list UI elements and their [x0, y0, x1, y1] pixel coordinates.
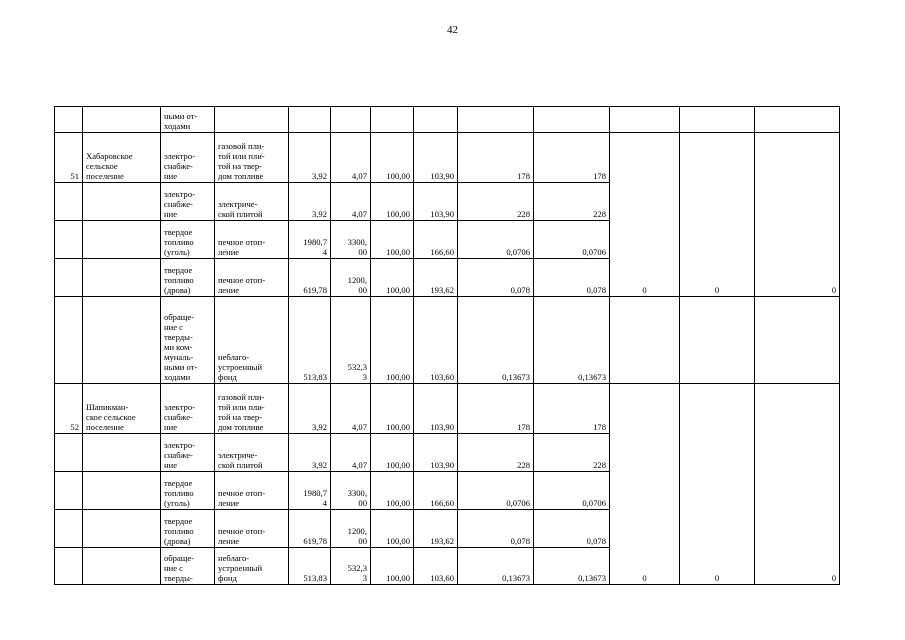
- value-cell: 1980,7 4: [303, 488, 327, 508]
- value-cell: 4,07: [351, 209, 367, 219]
- value-cell: 228: [593, 460, 606, 470]
- service-type: твердое топливо (уголь): [164, 227, 194, 257]
- service-type: ными от- ходами: [164, 111, 198, 131]
- value-cell: 619,78: [303, 285, 327, 295]
- housing-type: электриче- ской плитой: [218, 199, 263, 219]
- empty-cell: [755, 107, 840, 133]
- table-row: [55, 107, 840, 133]
- service-type: обраще- ние с тверды- ми ком- муналь- ными от- ходами: [164, 312, 198, 382]
- service-type: твердое топливо (уголь): [164, 478, 194, 508]
- row-number: [55, 434, 83, 472]
- service-type: твердое топливо (дрова): [164, 265, 194, 295]
- row-number: [55, 259, 83, 297]
- housing-type: печное отоп- ление: [218, 275, 266, 295]
- value-cell: 1200, 00: [347, 275, 367, 295]
- merged-zero-cell: 0: [610, 384, 680, 585]
- value-cell: 103,90: [430, 171, 454, 181]
- table-row: [55, 297, 840, 384]
- value-cell: 166,60: [430, 247, 454, 257]
- table-row: [55, 384, 840, 434]
- row-number: [55, 183, 83, 221]
- value-cell: 532,3 3: [347, 362, 367, 382]
- row-number: [55, 107, 83, 133]
- row-number: [55, 472, 83, 510]
- value-cell: 100,00: [386, 573, 410, 583]
- housing-type: газовой пли- той или пли- той на твер- дом топливе: [218, 392, 265, 432]
- value-cell: 166,60: [430, 498, 454, 508]
- value-cell: 100,00: [386, 171, 410, 181]
- value-cell: 100,00: [386, 422, 410, 432]
- empty-cell: [680, 297, 755, 384]
- housing-type: электриче- ской плитой: [218, 450, 263, 470]
- housing-type: газовой пли- той или пли- той на твер- дом топливе: [218, 141, 265, 181]
- service-type: электро- снабже- ние: [164, 402, 196, 432]
- value-cell: 178: [517, 171, 530, 181]
- row-number: [55, 221, 83, 259]
- value-cell: 178: [593, 422, 606, 432]
- value-cell: 0,13673: [502, 573, 530, 583]
- value-cell: 3300, 00: [347, 488, 367, 508]
- value-cell: 103,90: [430, 422, 454, 432]
- service-type: электро- снабже- ние: [164, 189, 196, 219]
- service-type: электро- снабже- ние: [164, 440, 196, 470]
- value-cell: 100,00: [386, 460, 410, 470]
- housing-type: печное отоп- ление: [218, 526, 266, 546]
- row-number: [55, 510, 83, 548]
- row-number: 51: [55, 133, 83, 183]
- value-cell: 100,00: [386, 209, 410, 219]
- value-cell: 100,00: [386, 498, 410, 508]
- housing-type: печное отоп- ление: [218, 237, 266, 257]
- merged-zero-cell: 0: [680, 133, 755, 297]
- housing-type: неблаго- устроенный фонд: [218, 352, 263, 382]
- row-number: 52: [55, 384, 83, 434]
- housing-type: неблаго- устроенный фонд: [218, 553, 263, 583]
- value-cell: 0,0706: [582, 498, 606, 508]
- value-cell: 4,07: [351, 422, 367, 432]
- value-cell: 0,078: [586, 536, 606, 546]
- value-cell: 1200, 00: [347, 526, 367, 546]
- page-number: 42: [447, 24, 458, 36]
- value-cell: 228: [593, 209, 606, 219]
- value-cell: 178: [517, 422, 530, 432]
- service-type: электро- снабже- ние: [164, 151, 196, 181]
- value-cell: 103,90: [430, 460, 454, 470]
- value-cell: 103,60: [430, 372, 454, 382]
- value-cell: 178: [593, 171, 606, 181]
- value-cell: 0,078: [510, 536, 530, 546]
- settlement-name: Хабаровское сельское поселение: [86, 151, 133, 181]
- value-cell: 228: [517, 460, 530, 470]
- empty-cell: [680, 107, 755, 133]
- empty-cell: [610, 107, 680, 133]
- value-cell: 0,13673: [502, 372, 530, 382]
- value-cell: 100,00: [386, 285, 410, 295]
- value-cell: 0,0706: [582, 247, 606, 257]
- value-cell: 103,60: [430, 573, 454, 583]
- value-cell: 513,83: [303, 372, 327, 382]
- row-number: [55, 297, 83, 384]
- settlement-name: Шапикман- ское сельское поселение: [86, 402, 136, 432]
- value-cell: 0,0706: [506, 247, 530, 257]
- value-cell: 193,62: [430, 536, 454, 546]
- value-cell: 4,07: [351, 171, 367, 181]
- value-cell: 0,13673: [578, 573, 606, 583]
- service-type: твердое топливо (дрова): [164, 516, 194, 546]
- value-cell: 0,078: [510, 285, 530, 295]
- housing-type: печное отоп- ление: [218, 488, 266, 508]
- tariff-table: [54, 106, 840, 585]
- empty-cell: [755, 297, 840, 384]
- value-cell: 100,00: [386, 372, 410, 382]
- merged-zero-cell: 0: [680, 384, 755, 585]
- value-cell: 619,78: [303, 536, 327, 546]
- value-cell: 0,0706: [506, 498, 530, 508]
- value-cell: 0,13673: [578, 372, 606, 382]
- row-number: [55, 548, 83, 585]
- value-cell: 3,92: [311, 460, 327, 470]
- table-row: [55, 133, 840, 183]
- value-cell: 3,92: [311, 171, 327, 181]
- value-cell: 100,00: [386, 536, 410, 546]
- value-cell: 193,62: [430, 285, 454, 295]
- value-cell: 1980,7 4: [303, 237, 327, 257]
- value-cell: 532,3 3: [347, 563, 367, 583]
- value-cell: 3,92: [311, 422, 327, 432]
- value-cell: 513,83: [303, 573, 327, 583]
- merged-zero-cell: 0: [755, 384, 840, 585]
- value-cell: 3300, 00: [347, 237, 367, 257]
- service-type: обраще- ние с тверды-: [164, 553, 195, 583]
- value-cell: 4,07: [351, 460, 367, 470]
- empty-cell: [610, 297, 680, 384]
- value-cell: 228: [517, 209, 530, 219]
- value-cell: 0,078: [586, 285, 606, 295]
- merged-zero-cell: 0: [610, 133, 680, 297]
- merged-zero-cell: 0: [755, 133, 840, 297]
- value-cell: 103,90: [430, 209, 454, 219]
- value-cell: 3,92: [311, 209, 327, 219]
- value-cell: 100,00: [386, 247, 410, 257]
